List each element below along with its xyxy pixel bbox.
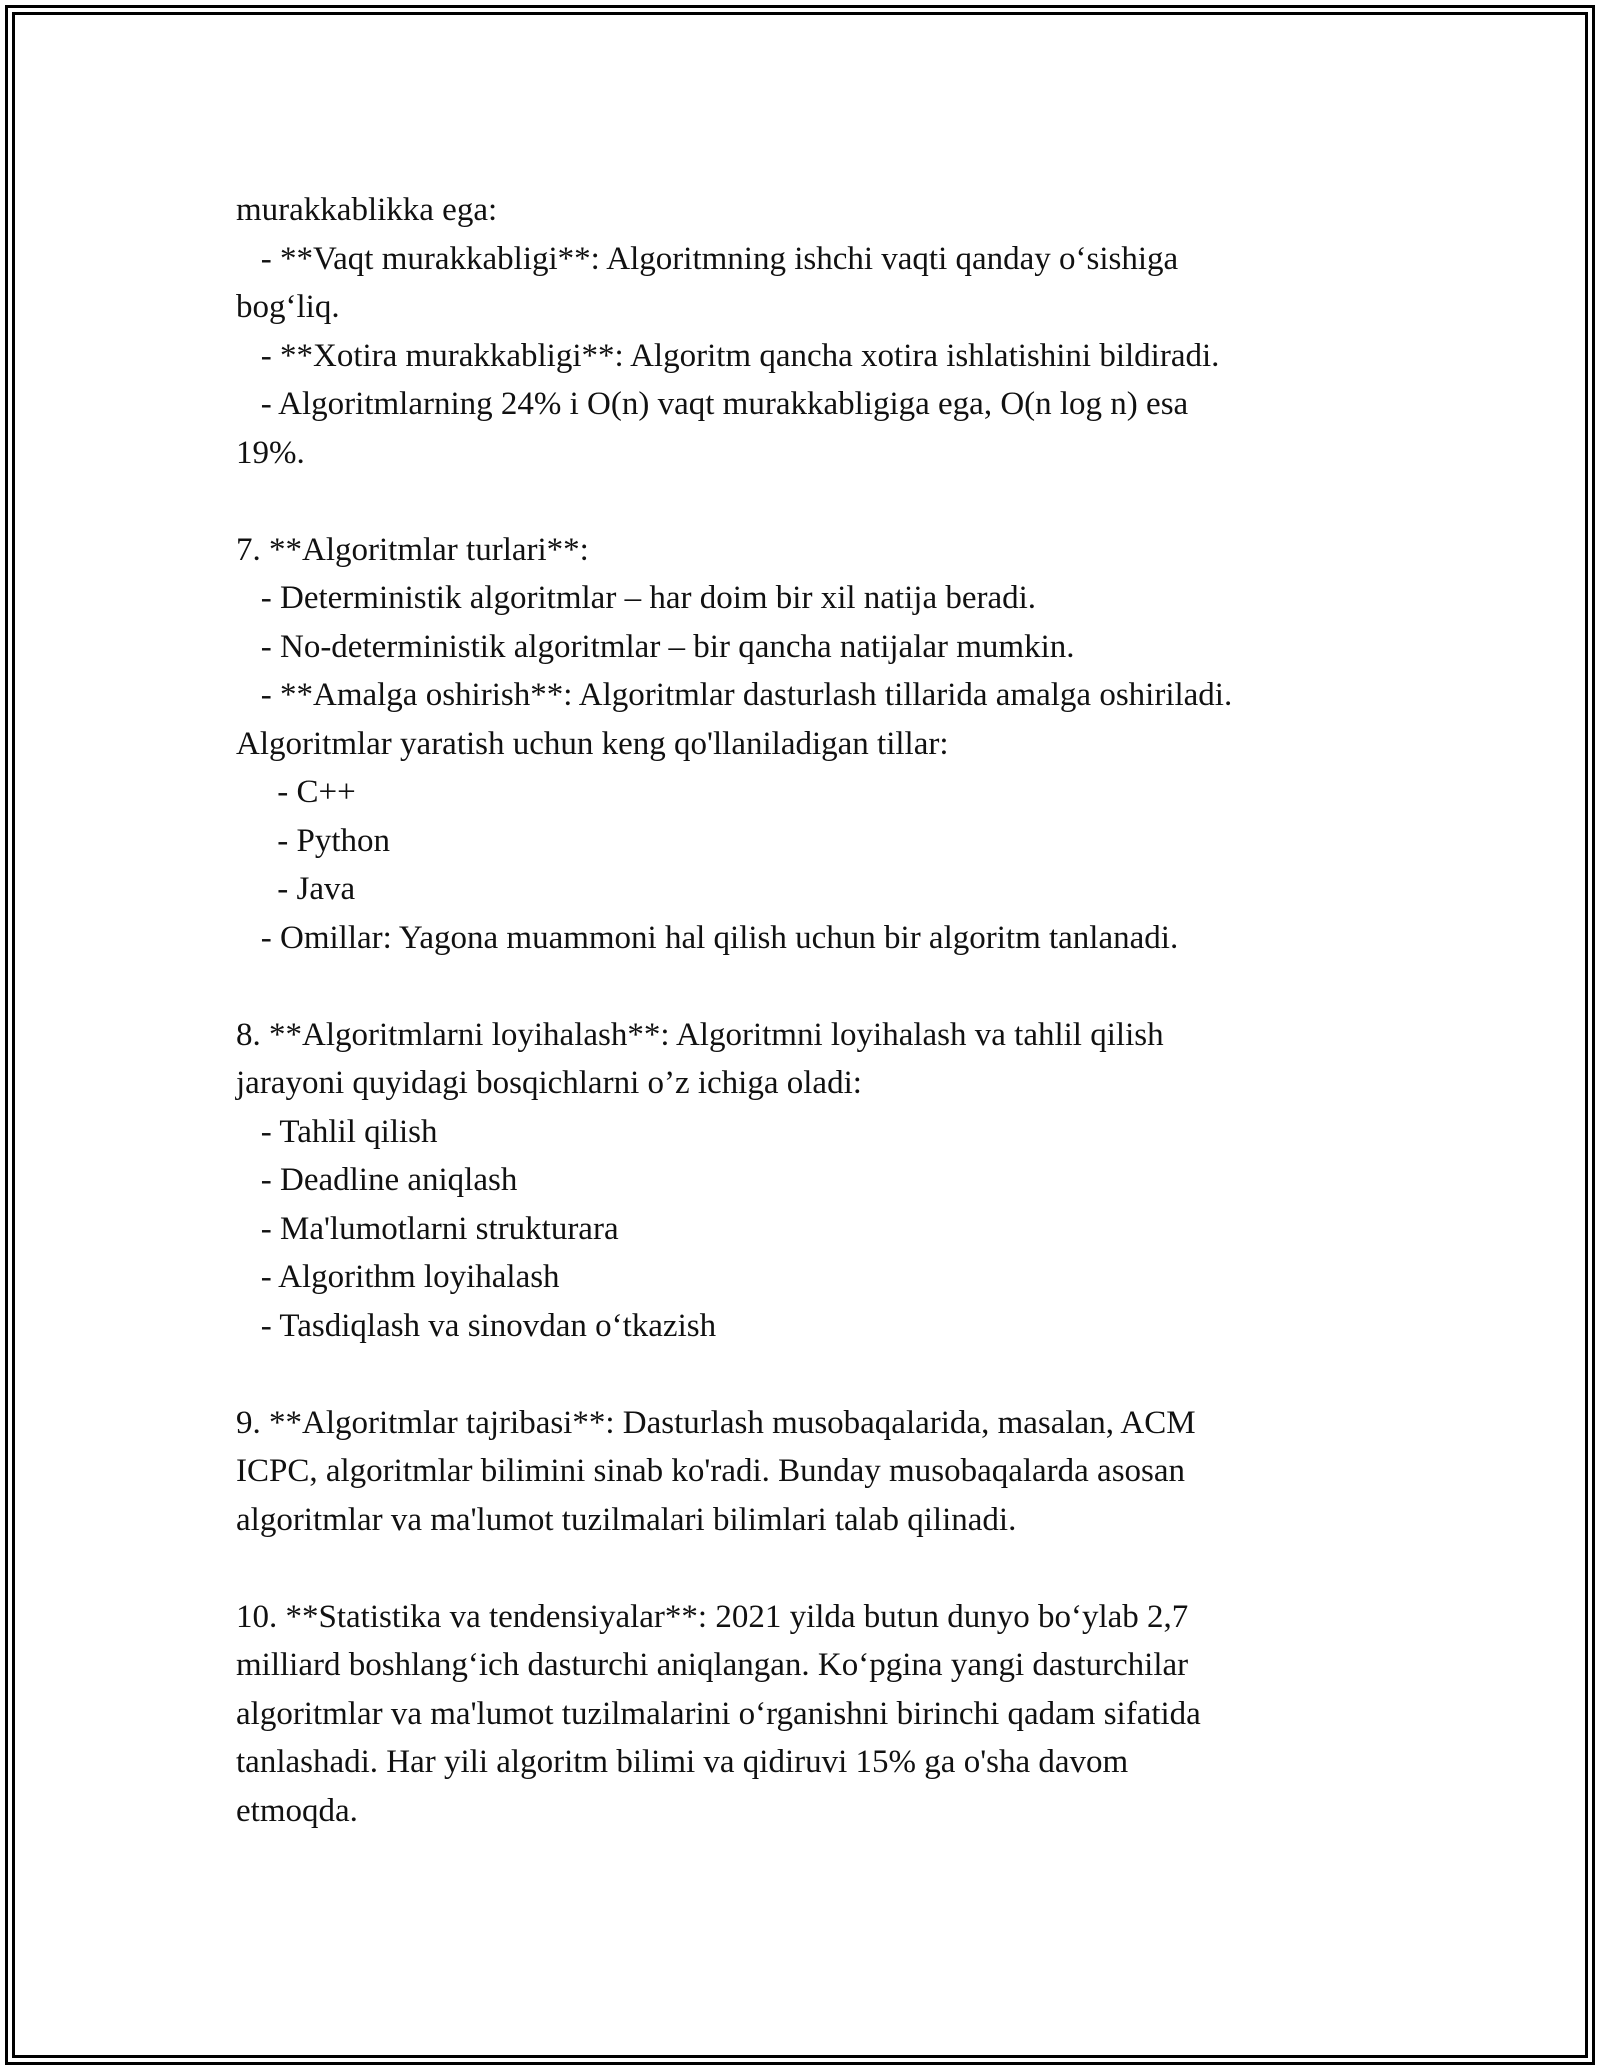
paragraph-gap	[236, 1544, 1416, 1593]
text-line: - Omillar: Yagona muammoni hal qilish uchun bir algoritm tanlanadi.	[236, 919, 1179, 956]
text-line: algoritmlar va ma'lumot tuzilmalari bilimlari talab qilinadi.	[236, 1501, 1017, 1538]
text-line: murakkablikka ega:	[236, 192, 498, 228]
text-line: jarayoni quyidagi bosqichlarni o’z ichiga oladi:	[236, 1065, 862, 1101]
section-heading-8: 8. **Algoritmlarni loyihalash**: Algoritmni loyihalash va tahlil qilish	[236, 1016, 1164, 1053]
list-item: - Java	[236, 871, 356, 907]
text-line: ICPC, algoritmlar bilimini sinab ko'radi. Bunday musobaqalarda asosan	[236, 1453, 1186, 1489]
document-body	[236, 186, 1416, 1835]
list-item: - Ma'lumotlarni strukturara	[236, 1210, 619, 1247]
section-heading-9: 9. **Algoritmlar tajribasi**: Dasturlash musobaqalarida, masalan, ACM	[236, 1404, 1196, 1441]
section-heading-7: 7. **Algoritmlar turlari**:	[236, 531, 589, 568]
text-line: - **Amalga oshirish**: Algoritmlar dasturlash tillarida amalga oshiriladi.	[236, 677, 1233, 713]
paragraph-gap	[236, 477, 1416, 526]
text-line: tanlashadi. Har yili algoritm bilimi va qidiruvi 15% ga o'sha davom	[236, 1744, 1129, 1780]
text-line: - No-deterministik algoritmlar – bir qancha natijalar mumkin.	[236, 628, 1075, 665]
list-item: - Python	[236, 822, 391, 859]
list-item: - Tahlil qilish	[236, 1113, 438, 1150]
text-line: - **Vaqt murakkabligi**: Algoritmning ishchi vaqti qanday o‘sishiga	[236, 240, 1179, 277]
text-line: etmoqda.	[236, 1792, 358, 1829]
section-heading-10: 10. **Statistika va tendensiyalar**: 2021 yilda butun dunyo bo‘ylab 2,7	[236, 1598, 1189, 1635]
paragraph-gap	[236, 1350, 1416, 1399]
text-line: - **Xotira murakkabligi**: Algoritm qancha xotira ishlatishini bildiradi.	[236, 337, 1220, 374]
text-line: - Algoritmlarning 24% i O(n) vaqt murakkabligiga ega, O(n log n) esa	[236, 386, 1189, 422]
list-item: - Deadline aniqlash	[236, 1162, 518, 1198]
text-line: - Deterministik algoritmlar – har doim bir xil natija beradi.	[236, 580, 1037, 616]
text-line: milliard boshlang‘ich dasturchi aniqlangan. Ko‘pgina yangi dasturchilar	[236, 1647, 1189, 1683]
list-item: - C++	[236, 774, 356, 810]
list-item: - Algorithm loyihalash	[236, 1259, 560, 1295]
paragraph-gap	[236, 962, 1416, 1011]
text-line: 19%.	[236, 434, 305, 471]
text-line: Algoritmlar yaratish uchun keng qo'llaniladigan tillar:	[236, 725, 949, 762]
text-line: bog‘liq.	[236, 289, 340, 325]
text-line: algoritmlar va ma'lumot tuzilmalarini o‘rganishni birinchi qadam sifatida	[236, 1695, 1201, 1732]
list-item: - Tasdiqlash va sinovdan o‘tkazish	[236, 1307, 717, 1344]
